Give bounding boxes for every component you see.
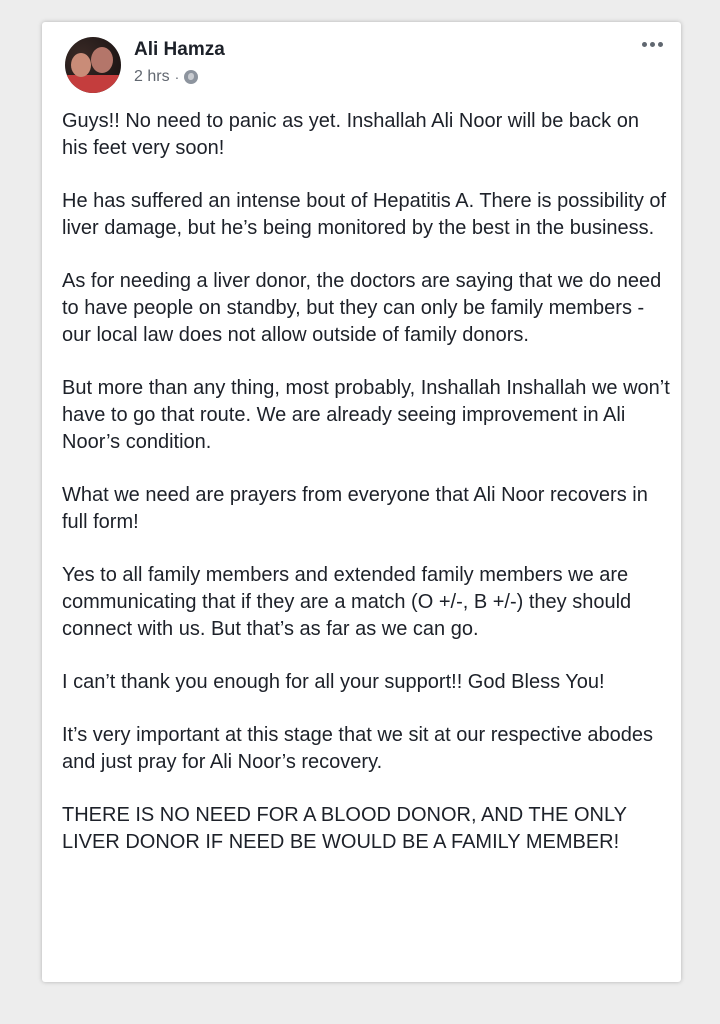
post-paragraph: I can’t thank you enough for all your support!! God Bless You! [62, 671, 605, 693]
more-options-icon[interactable] [642, 42, 663, 47]
meta-separator: · [174, 69, 180, 85]
more-dot [658, 42, 663, 47]
post-meta [134, 68, 198, 86]
globe-icon[interactable] [184, 70, 198, 84]
post-card [42, 22, 681, 982]
more-dot [642, 42, 647, 47]
post-paragraph: But more than any thing, most probably, Inshallah Inshallah we won’t have to go that route. We are already seeing improvement in Ali Noor’s condition. [62, 377, 670, 453]
avatar-face [91, 47, 113, 73]
post-paragraph: He has suffered an intense bout of Hepatitis A. There is possibility of liver damage, but he’s being monitored by the best in the business. [62, 190, 667, 239]
post-paragraph: Yes to all family members and extended family members we are communicating that if they are a match (O +/-, B +/-) they should connect with us. But that’s as far as we can go. [62, 564, 632, 640]
post-paragraph: As for needing a liver donor, the doctors are saying that we do need to have people on standby, but they can only be family members - our local law does not allow outside of family donors. [62, 270, 662, 346]
post-paragraph: THERE IS NO NEED FOR A BLOOD DONOR, AND THE ONLY LIVER DONOR IF NEED BE WOULD BE A FAMILY MEMBER! [62, 804, 627, 853]
author-name[interactable]: Ali Hamza [134, 39, 225, 60]
avatar-shirt [65, 75, 121, 93]
post-paragraph: Guys!! No need to panic as yet. Inshallah Ali Noor will be back on his feet very soon! [62, 110, 639, 159]
post-body [62, 108, 670, 856]
post-timestamp[interactable]: 2 hrs [134, 68, 170, 85]
more-dot [650, 42, 655, 47]
post-paragraph: What we need are prayers from everyone that Ali Noor recovers in full form! [62, 484, 648, 533]
post-paragraph: It’s very important at this stage that we sit at our respective abodes and just pray for Ali Noor’s recovery. [62, 724, 654, 773]
avatar[interactable] [65, 37, 121, 93]
avatar-face [71, 53, 91, 77]
